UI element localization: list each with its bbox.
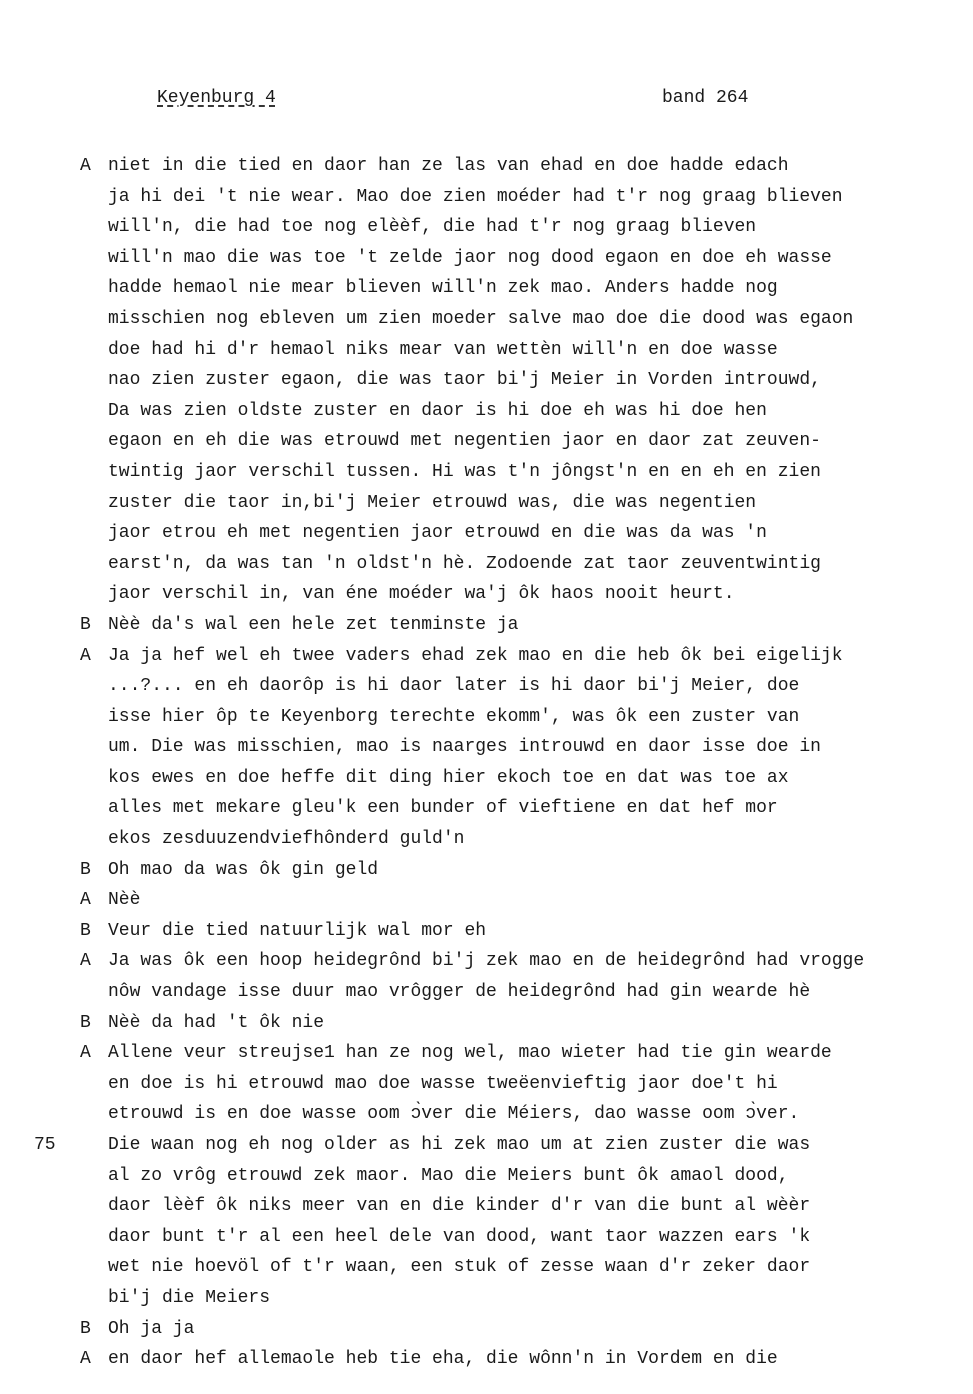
transcript-line (0, 212, 973, 243)
transcript-line (0, 1222, 973, 1253)
transcript-line (0, 946, 973, 977)
line-text: niet in die tied en daor han ze las van ehad en doe hadde edach (108, 156, 789, 176)
line-text: en doe is hi etrouwd mao doe wasse tweëenvieftig jaor doe't hi (108, 1073, 778, 1094)
speaker-label: B (80, 920, 91, 941)
transcript-body (0, 151, 973, 1375)
transcript-line (0, 365, 973, 396)
line-text: en daor hef allemaole heb tie eha, die wônn'n in Vordem en die (108, 1349, 778, 1370)
transcript-line (0, 855, 973, 886)
line-text: kos ewes en doe heffe dit ding hier ekoch toe en dat was toe ax (108, 767, 789, 788)
speaker-label: B (80, 1318, 91, 1339)
transcript-line (0, 1252, 973, 1283)
line-text: earst'n, da was tan 'n oldst'n hè. Zodoende zat taor zeuventwintig (108, 553, 821, 574)
transcript-line (0, 1099, 973, 1130)
transcript-line (0, 396, 973, 427)
line-text: Die waan nog eh nog older as hi zek mao um at zien zuster die was (108, 1135, 811, 1155)
transcript-line (0, 1283, 973, 1314)
transcript-line (0, 304, 973, 335)
transcript-line (0, 1069, 973, 1100)
line-text: Nèè da had 't ôk nie (108, 1012, 325, 1033)
line-text: alles met mekare gleu'k een bunder of vieftiene en dat hef mor (108, 798, 778, 819)
transcript-line (0, 610, 973, 641)
line-text: daor lèèf ôk niks meer van en die kinder d'r van die bunt al wèèr (108, 1196, 811, 1217)
transcript-line (0, 702, 973, 733)
transcript-line (0, 1191, 973, 1222)
line-text: bi'j die Meiers (108, 1287, 271, 1308)
speaker-label: A (80, 645, 91, 666)
transcript-line (0, 335, 973, 366)
transcript-line (0, 916, 973, 947)
line-text: jaor etrou eh met negentien jaor etrouwd en die was da was 'n (108, 523, 767, 544)
transcript-line (0, 732, 973, 763)
line-text: hadde hemaol nie mear blieven will'n zek mao. Anders hadde nog (108, 278, 778, 299)
transcript-line (0, 641, 973, 672)
transcript-line (0, 273, 973, 304)
transcript-line (0, 243, 973, 274)
line-text: nao zien zuster egaon, die was taor bi'j Meier in Vorden introuwd, (108, 370, 821, 391)
speaker-label: B (80, 1012, 91, 1033)
transcript-line (0, 579, 973, 610)
line-text: wet nie hoevöl of t'r waan, een stuk of zesse waan d'r zeker daor (108, 1257, 811, 1278)
transcript-line (0, 824, 973, 855)
line-text: etrouwd is en doe wasse oom ɔ̀ver die Méiers, dao wasse oom ɔ̀ver. (108, 1104, 800, 1125)
transcript-line (0, 549, 973, 580)
line-text: ja hi dei 't nie wear. Mao doe zien moéder had t'r nog graag blieven (108, 186, 843, 207)
speaker-label: B (80, 859, 91, 880)
transcript-line (0, 1130, 973, 1161)
transcript-line (0, 488, 973, 519)
transcript-line (0, 671, 973, 702)
speaker-label: B (80, 614, 91, 635)
speaker-label: A (80, 951, 91, 972)
line-text: Veur die tied natuurlijk wal mor eh (108, 920, 487, 941)
line-text: ekos zesduuzendviefhônderd guld'n (108, 829, 465, 850)
line-text: isse hier ôp te Keyenborg terechte ekomm', was ôk een zuster van (108, 706, 800, 727)
speaker-label: A (80, 156, 91, 176)
line-text: nôw vandage isse duur mao vrôgger de heidegrônd had gin wearde hè (108, 982, 811, 1003)
band-number: band 264 (662, 88, 749, 108)
line-text: will'n, die had toe nog elèèf, die had t'r nog graag blieven (108, 217, 757, 238)
line-text: Nèè da's wal een hele zet tenminste ja (108, 614, 519, 635)
line-text: ...?... en eh daorôp is hi daor later is hi daor bi'j Meier, doe (108, 676, 800, 697)
transcript-line (0, 426, 973, 457)
speaker-label: A (80, 1349, 91, 1370)
line-text: Ja ja hef wel eh twee vaders ehad zek mao en die heb ôk bei eigelijk (108, 645, 843, 666)
line-text: Oh ja ja (108, 1318, 195, 1339)
line-text: jaor verschil in, van éne moéder wa'j ôk haos nooit heurt. (108, 584, 735, 605)
line-text: doe had hi d'r hemaol niks mear van wettèn will'n en doe wasse (108, 339, 778, 360)
line-text: um. Die was misschien, mao is naarges introuwd en daor isse doe in (108, 737, 821, 758)
line-text: zuster die taor in,bi'j Meier etrouwd was, die was negentien (108, 492, 757, 513)
transcript-line (0, 1161, 973, 1192)
speaker-label: A (80, 1043, 91, 1064)
line-text: Allene veur streujse1 han ze nog wel, mao wieter had tie gin wearde (108, 1043, 832, 1064)
line-text: misschien nog ebleven um zien moeder salve mao doe die dood was egaon (108, 308, 854, 329)
page-header (0, 88, 973, 114)
transcript-line (0, 457, 973, 488)
transcript-line (0, 1038, 973, 1069)
transcript-line (0, 763, 973, 794)
line-text: will'n mao die was toe 't zelde jaor nog dood egaon en doe eh wasse (108, 247, 832, 268)
speaker-label: A (80, 890, 91, 911)
line-number: 75 (34, 1135, 56, 1155)
transcript-line (0, 793, 973, 824)
line-text: Da was zien oldste zuster en daor is hi doe eh was hi doe hen (108, 400, 767, 421)
transcript-line (0, 182, 973, 213)
line-text: Oh mao da was ôk gin geld (108, 859, 379, 880)
transcript-line (0, 885, 973, 916)
line-text: Nèè (108, 890, 141, 911)
line-text: daor bunt t'r al een heel dele van dood, want taor wazzen ears 'k (108, 1226, 811, 1247)
page-title: Keyenburg 4 (157, 88, 276, 108)
line-text: twintig jaor verschil tussen. Hi was t'n jôngst'n en en eh en zien (108, 461, 821, 482)
transcript-line (0, 518, 973, 549)
transcript-line (0, 1344, 973, 1375)
line-text: Ja was ôk een hoop heidegrônd bi'j zek mao en de heidegrônd had vrogge (108, 951, 865, 972)
transcript-line (0, 1008, 973, 1039)
line-text: al zo vrôg etrouwd zek maor. Mao die Meiers bunt ôk amaol dood, (108, 1165, 789, 1186)
line-text: egaon en eh die was etrouwd met negentien jaor en daor zat zeuven- (108, 431, 821, 452)
transcript-line (0, 151, 973, 182)
transcript-line (0, 977, 973, 1008)
transcript-line (0, 1314, 973, 1345)
